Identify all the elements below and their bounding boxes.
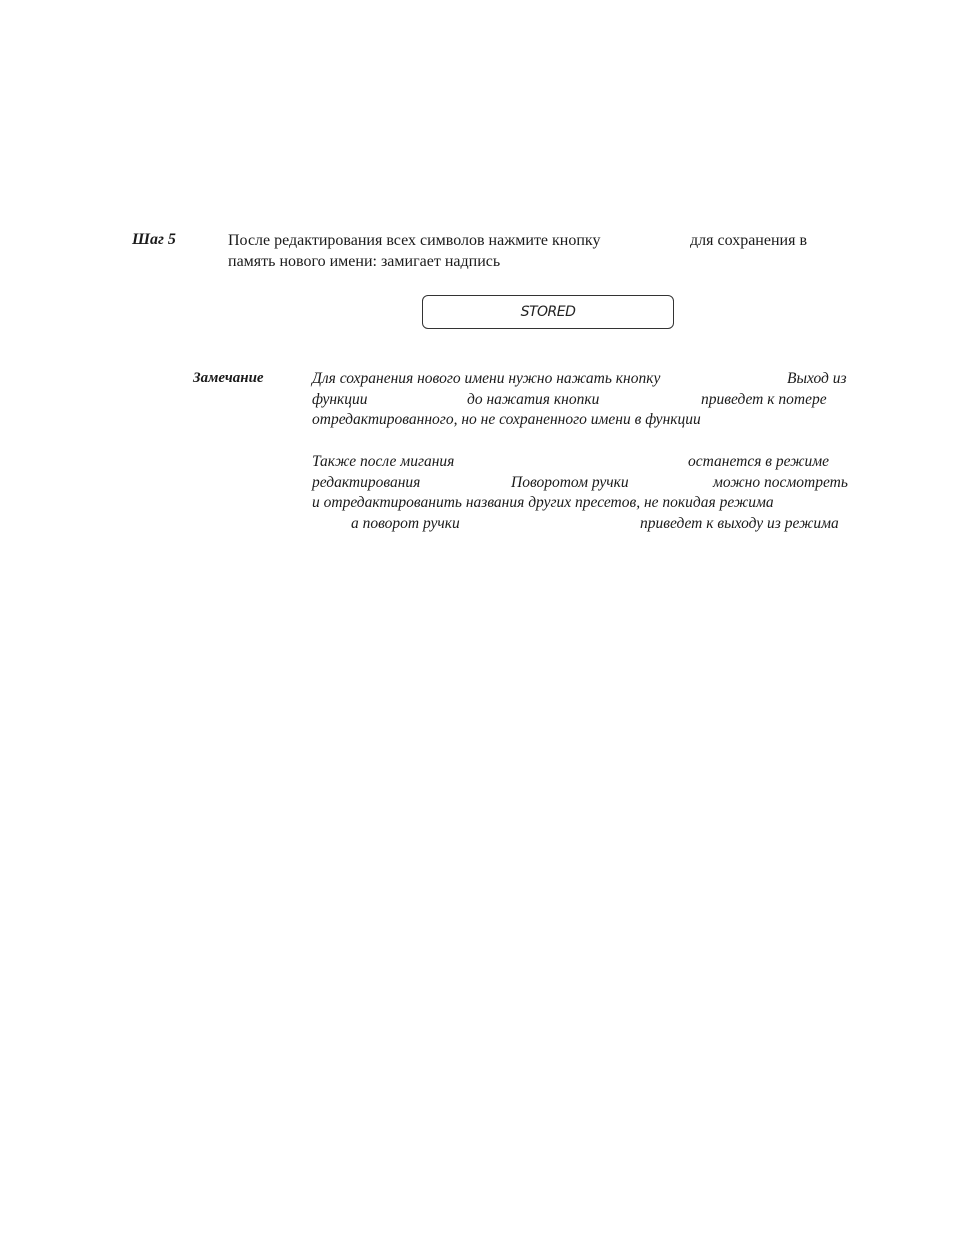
- note-p2-line4a: а поворот ручки: [351, 515, 460, 532]
- note-p1-line1a: Для сохранения нового имени нужно нажать кнопку: [312, 370, 661, 387]
- step-text-line1-part1: После редактирования всех символов нажмите кнопку: [228, 232, 601, 249]
- note-p1-line2c: приведет к потере: [701, 391, 827, 408]
- step-text-line1-part2: для сохранения в: [690, 232, 807, 249]
- lcd-display: [422, 295, 674, 329]
- lcd-display-text: STORED: [520, 304, 576, 320]
- note-p2-line1a: Также после мигания: [312, 453, 455, 470]
- note-p2-line2a: редактирования: [312, 474, 421, 491]
- note-p2-line2b: Поворотом ручки: [511, 474, 629, 491]
- note-p1-line1b: Выход из: [787, 370, 847, 387]
- note-p2-line3: и отредактированить названия других пресетов, не покидая режима: [312, 494, 774, 511]
- note-p1-line3: отредактированного, но не сохраненного имени в функции: [312, 411, 701, 428]
- note-p1-line2b: до нажатия кнопки: [467, 391, 600, 408]
- note-label: Замечание: [193, 370, 264, 386]
- step-label: Шаг 5: [132, 231, 176, 248]
- note-p2-line1b: останется в режиме: [688, 453, 830, 470]
- step-text-line2: память нового имени: замигает надпись: [228, 253, 501, 270]
- note-p2-line2c: можно посмотреть: [713, 474, 848, 491]
- note-p1-line2a: функции: [312, 391, 368, 408]
- note-p2-line4b: приведет к выходу из режима: [640, 515, 839, 532]
